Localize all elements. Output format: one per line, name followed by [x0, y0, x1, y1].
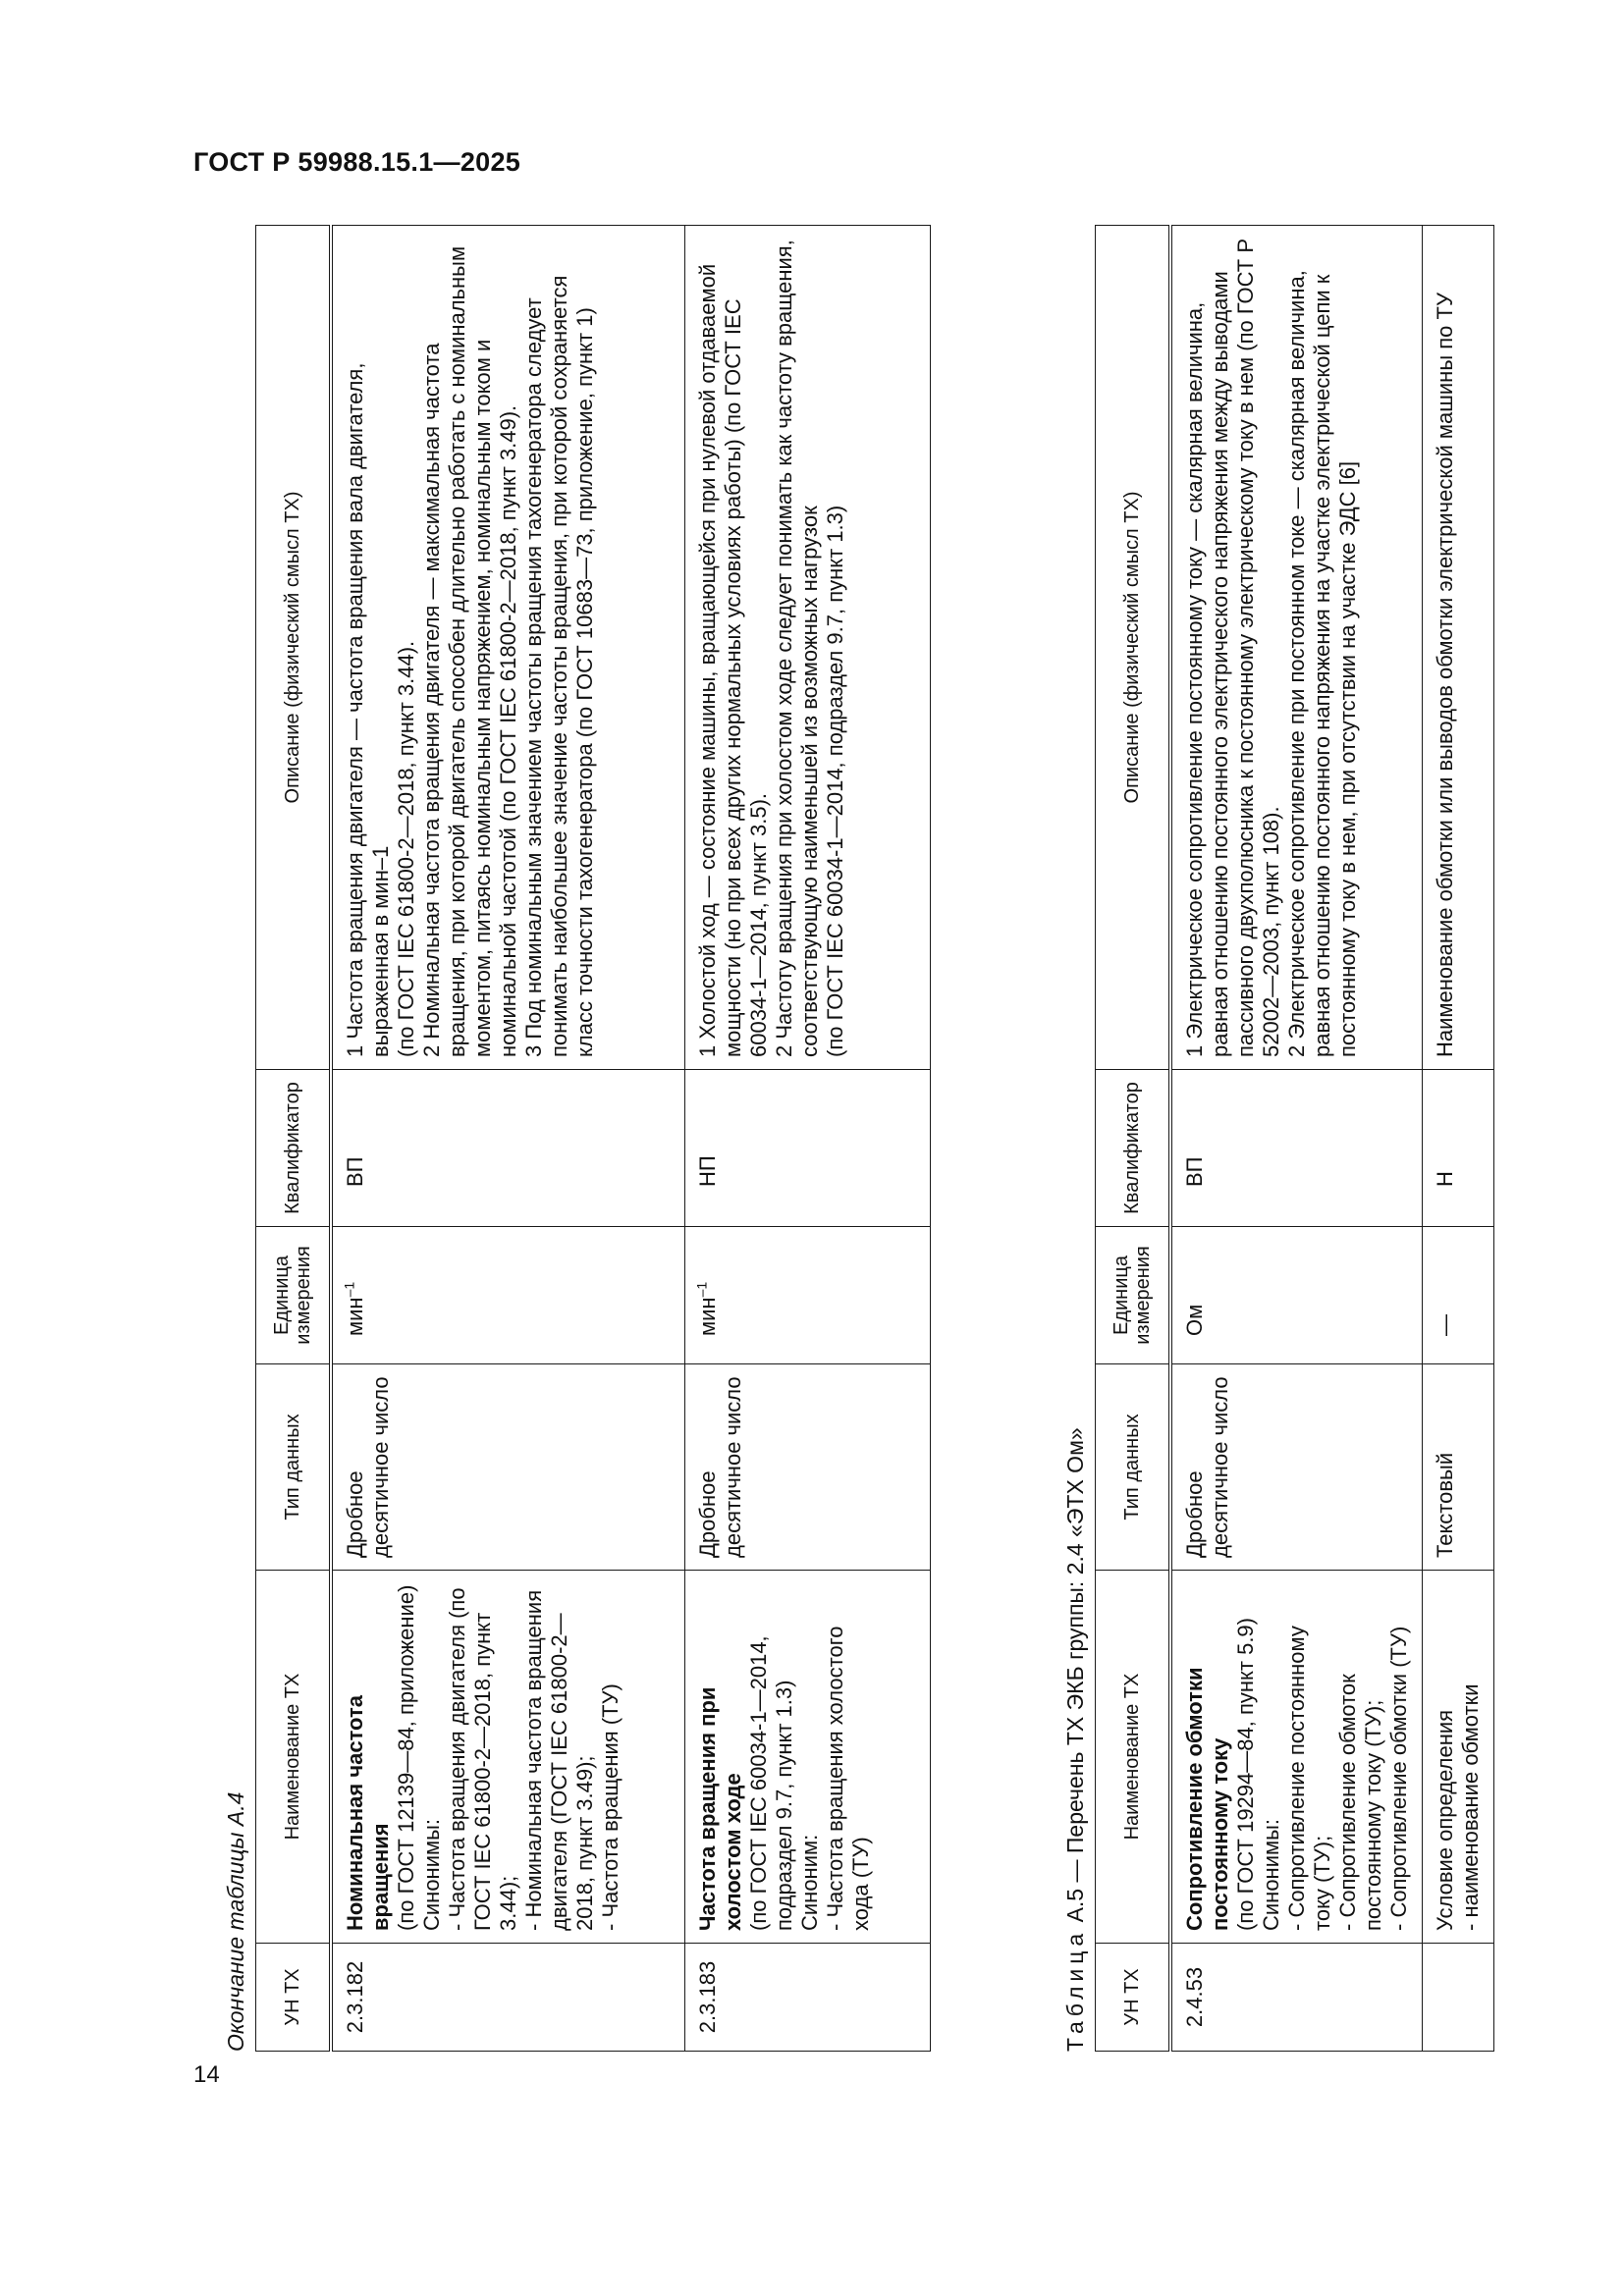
- qualifier-value: НП: [694, 1155, 720, 1187]
- col-header-qualifier: Квалификатор: [256, 1070, 332, 1227]
- cell-un: 2.3.183: [684, 1944, 930, 2052]
- qualifier-value: ВП: [1182, 1156, 1207, 1187]
- desc-line: (по ГОСТ IEC 60034-1—2014, подраздел 9.7, пункт 1.3): [822, 505, 847, 1057]
- cell-description: [1423, 226, 1494, 1070]
- cell-name: [331, 1571, 684, 1944]
- page-number: 14: [193, 2061, 220, 2088]
- desc-line: 1 Холостой ход — состояние машины, вращающейся при нулевой отдаваемой мощности (но при всех других нормальных условиях работы) (по ГОСТ IEC 60034-1—2014, пункт 3.5).: [694, 263, 771, 1057]
- col-header-name: Наименование ТХ: [1096, 1571, 1171, 1944]
- cell-qualifier: [1423, 1070, 1494, 1227]
- qualifier-value: Н: [1433, 1171, 1457, 1187]
- table-header-row: [1096, 226, 1171, 2052]
- cell-description: [684, 226, 930, 1070]
- name-line: Синоним:: [796, 1834, 822, 1931]
- name-line: - Сопротивление обмоток постоянному току (ТУ);: [1335, 1674, 1385, 1931]
- name-line: Синонимы:: [419, 1818, 444, 1931]
- cell-type: Текстовый: [1423, 1364, 1494, 1571]
- desc-line: 3 Под номинальным значением частоты вращения тахогенератора следует понимать наибольшее значение частоты вращения, при которой сохраняется класс точности тахогенератора (по ГОСТ 10683—73, приложение, пункт 1): [521, 275, 597, 1057]
- table-row: [1170, 226, 1423, 2052]
- table-a4-caption: Окончание таблицы А.4: [223, 1791, 248, 2052]
- cell-unit: [331, 1227, 684, 1364]
- caption-text: А.5 — Перечень ТХ ЭКБ группы: 2.4 «ЭТХ Ом»: [1062, 1427, 1088, 1923]
- col-header-description: Описание (физический смысл ТХ): [256, 226, 332, 1070]
- table-row: [684, 226, 930, 2052]
- name-line: - наименование обмотки: [1458, 1683, 1483, 1931]
- col-header-un: УН ТХ: [256, 1944, 332, 2052]
- cell-type: Дробное десятичное число: [1170, 1364, 1423, 1571]
- table-header-row: [256, 226, 332, 2052]
- caption-prefix: Таблица: [1062, 1928, 1088, 2052]
- table-row: [1423, 226, 1494, 2052]
- cell-type: Дробное десятичное число: [684, 1364, 930, 1571]
- name-line: - Сопротивление постоянному току (ТУ);: [1284, 1626, 1334, 1931]
- cell-description: [1170, 226, 1423, 1070]
- table-a4: [255, 225, 931, 2052]
- col-header-description: Описание (физический смысл ТХ): [1096, 226, 1171, 1070]
- name-line: - Частота вращения двигателя (по ГОСТ IEC 61800-2—2018, пункт 3.44);: [445, 1587, 520, 1931]
- desc-line: 2 Частоту вращения при холостом ходе следует понимать как частоту вращения, соответствующую наименьшей из возможных нагрузок: [771, 240, 822, 1057]
- desc-line: 2 Электрическое сопротивление при постоянном токе — скалярная величина, равная отношению постоянного напряжения на участке электрической цепи к постоянному току в нем, при отсутствии на участке ЭДС [6]: [1284, 270, 1360, 1057]
- qualifier-value: ВП: [343, 1156, 367, 1187]
- unit-base: мин: [694, 1297, 720, 1336]
- name-line: - Частота вращения холостого хода (ТУ): [822, 1626, 873, 1931]
- unit-exponent: –1: [341, 1281, 357, 1298]
- desc-line: Наименование обмотки или выводов обмотки электрической машины по ТУ: [1433, 293, 1457, 1057]
- unit-exponent: –1: [693, 1281, 710, 1298]
- cell-un: 2.4.53: [1170, 1944, 1423, 2052]
- cell-unit: [1170, 1227, 1423, 1364]
- cell-unit: [684, 1227, 930, 1364]
- col-header-type: Тип данных: [256, 1364, 332, 1571]
- table-a5-block: [1056, 226, 1494, 2052]
- col-header-unit: Единица измерения: [1096, 1227, 1171, 1364]
- desc-line: (по ГОСТ IEC 61800-2—2018, пункт 3.44).: [394, 640, 418, 1057]
- name-line: Условие определения: [1433, 1709, 1457, 1931]
- name-line: (по ГОСТ IEC 60034-1—2014, подраздел 9.7, пункт 1.3): [745, 1635, 796, 1931]
- cell-qualifier: [331, 1070, 684, 1227]
- name-line: - Частота вращения (ТУ): [598, 1683, 623, 1931]
- cell-description: [331, 226, 684, 1070]
- table-a5-caption: [1056, 226, 1095, 2052]
- unit-value: —: [1433, 1314, 1457, 1336]
- cell-name: [684, 1571, 930, 1944]
- col-header-type: Тип данных: [1096, 1364, 1171, 1571]
- desc-line: 2 Номинальная частота вращения двигателя — максимальная частота вращения, при которой двигатель способен длительно работать с номинальным моментом, питаясь номинальным напряжением, номинальным током и номинальной частотой (по ГОСТ IEC 61800-2—2018, пункт 3.49).: [419, 245, 520, 1057]
- cell-type: Дробное десятичное число: [331, 1364, 684, 1571]
- table-a4-block: [216, 226, 931, 2052]
- col-header-un: УН ТХ: [1096, 1944, 1171, 2052]
- cell-un: [1423, 1944, 1494, 2052]
- table-row: [331, 226, 684, 2052]
- table-a5: [1095, 225, 1494, 2052]
- desc-line: 1 Частота вращения двигателя — частота вращения вала двигателя, выраженная в мин–1: [343, 362, 393, 1057]
- col-header-unit: Единица измерения: [256, 1227, 332, 1364]
- col-header-name: Наименование ТХ: [256, 1571, 332, 1944]
- unit-base: мин: [343, 1297, 367, 1336]
- desc-line: 1 Электрическое сопротивление постоянному току — скалярная величина, равная отношению постоянного электрического напряжения между выводами пассивного двухполюсника к постоянному электрическому току в нем (по ГОСТ Р 52002—2003, пункт 108).: [1182, 238, 1283, 1057]
- col-header-qualifier: Квалификатор: [1096, 1070, 1171, 1227]
- name-bold: Сопротивление обмотки постоянному току: [1182, 1667, 1232, 1931]
- cell-name: [1170, 1571, 1423, 1944]
- cell-un: 2.3.182: [331, 1944, 684, 2052]
- name-line: Синонимы:: [1259, 1818, 1283, 1931]
- name-line: (по ГОСТ 12139—84, приложение): [394, 1584, 418, 1931]
- document-title: ГОСТ Р 59988.15.1—2025: [193, 147, 521, 177]
- cell-qualifier: [1170, 1070, 1423, 1227]
- name-bold: Номинальная частота вращения: [343, 1695, 393, 1931]
- name-line: - Сопротивление обмотки (ТУ): [1386, 1626, 1411, 1931]
- cell-unit: [1423, 1227, 1494, 1364]
- name-bold: Частота вращения при холостом ходе: [694, 1686, 745, 1931]
- cell-qualifier: [684, 1070, 930, 1227]
- unit-value: Ом: [1182, 1304, 1207, 1336]
- cell-name: [1423, 1571, 1494, 1944]
- name-line: - Номинальная частота вращения двигателя (ГОСТ IEC 61800-2—2018, пункт 3.49);: [521, 1589, 597, 1931]
- name-line: (по ГОСТ 19294—84, пункт 5.9): [1233, 1618, 1258, 1931]
